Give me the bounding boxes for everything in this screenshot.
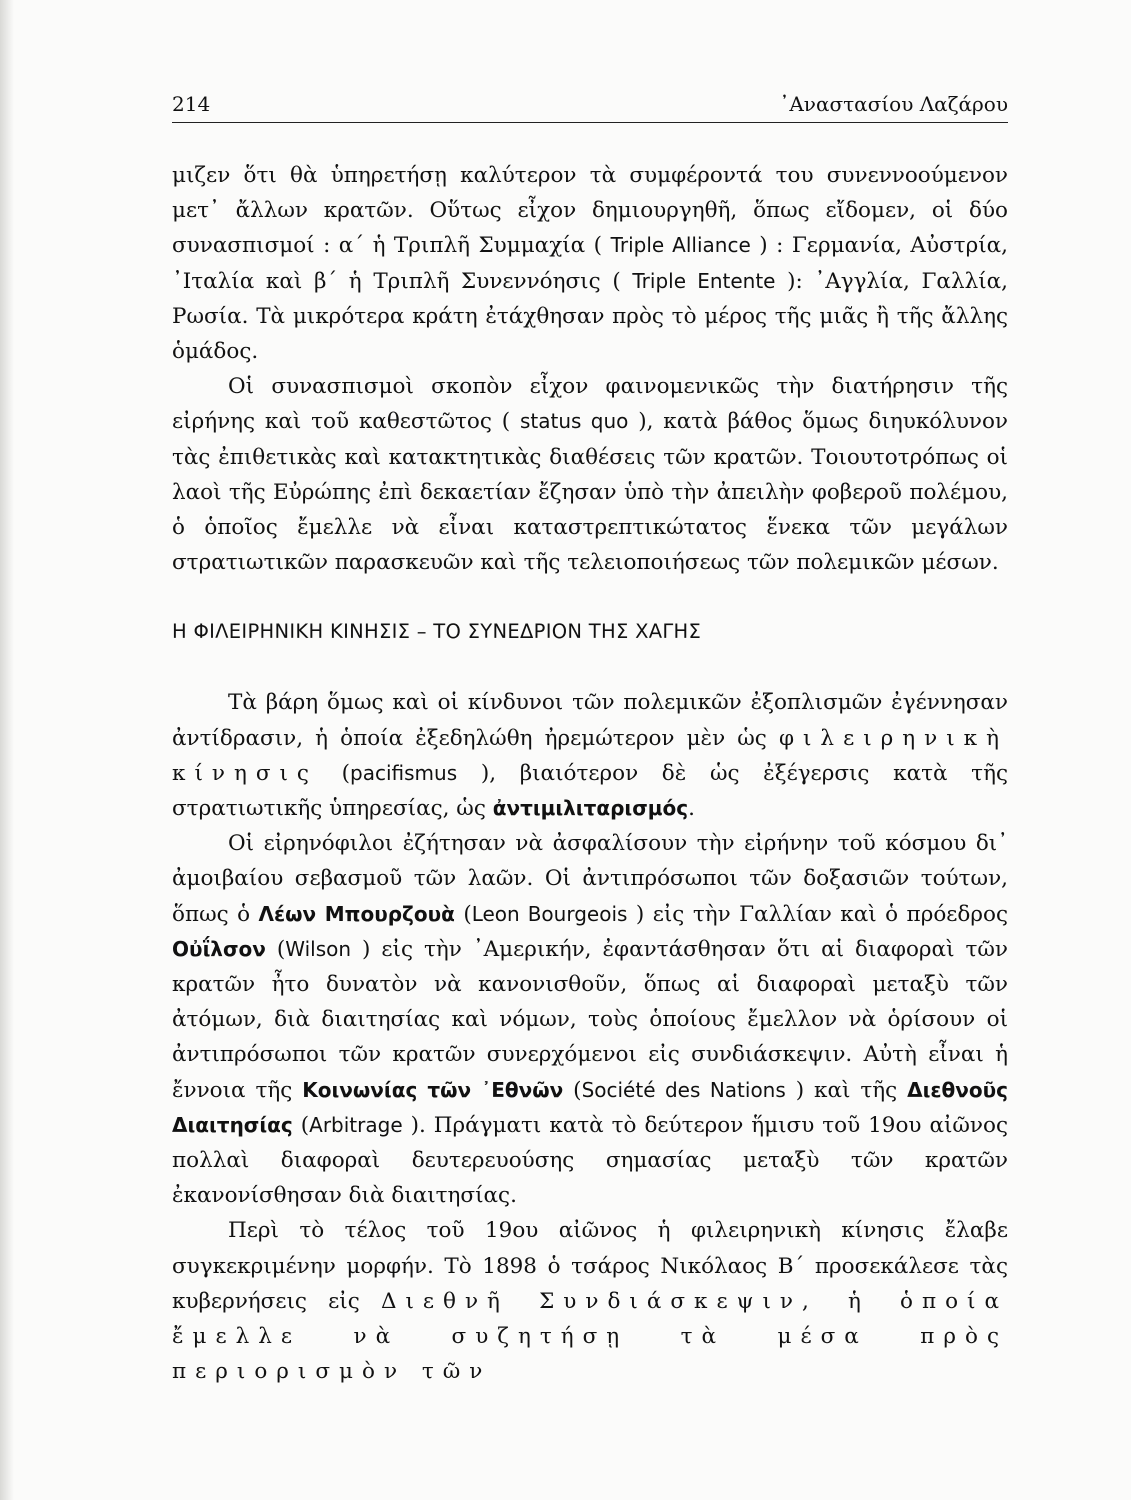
- text-run: ): ᾿Αγγλία, Γαλλία, Ρωσία. Τὰ μικρότερα κράτη ἐτάχθησαν πρὸς τὸ μέρος τῆς μιᾶς ἢ τῆς ἄλλης ὁμάδος.: [172, 268, 1008, 365]
- text-run: ), βιαιότερον δὲ ὡς ἐξέγερσις κατὰ τῆς στρατιωτικῆς ὑπηρεσίας, ὡς: [172, 760, 1008, 822]
- latin-term: Société des Nations: [581, 1077, 786, 1102]
- paragraph-2: [172, 369, 1008, 580]
- text-run: (: [300, 1112, 310, 1138]
- text-run: (: [276, 936, 286, 962]
- latin-term: pacifismus: [350, 760, 458, 785]
- bold-term: Διεθνοῦς Διαιτησίας: [172, 1077, 1008, 1137]
- bold-name: Οὐΐλσον: [172, 936, 266, 961]
- latin-term: Leon Bourgeois: [471, 901, 628, 926]
- text-run: μιζεν ὅτι θὰ ὑπηρετήσῃ καλύτερον τὰ συμφέροντά του συνεννοούμενον μετ᾿ ἄλλων κρατῶν. Οὕτως εἶχον δημιουργηθῆ, ὅπως εἴδομεν, οἱ δύο συνασπισμοί : α΄ ἡ Τριπλῆ Συμμαχία (: [172, 163, 1008, 259]
- latin-term: Triple Alliance: [610, 233, 751, 258]
- latin-term: Triple Entente: [632, 268, 776, 293]
- spaced-term: φιλειρηνικὴ κίνησις: [172, 725, 1008, 786]
- paragraph-4: [172, 826, 1008, 1213]
- paragraph-5: [172, 1213, 1008, 1389]
- text-run: (: [341, 760, 351, 786]
- text-run: ). Πράγματι κατὰ τὸ δεύτερον ἥμισυ τοῦ 19ου αἰῶνος πολλαὶ διαφοραὶ δευτερευούσης σημασίας μεταξὺ τῶν κρατῶν ἐκανονίσθησαν διὰ διαιτησίας.: [172, 1112, 1008, 1209]
- page-number: 214: [172, 92, 211, 116]
- latin-term: Arbitrage: [309, 1112, 403, 1137]
- text-run: (: [573, 1077, 582, 1103]
- text-run: ) καὶ τῆς: [795, 1077, 898, 1103]
- text-run: ), κατὰ βάθος ὅμως διηυκόλυνον τὰς ἐπιθετικὰς καὶ κατακτητικὰς διαθέσεις τῶν κρατῶν. Τοιουτοτρόπως οἱ λαοὶ τῆς Εὐρώπης ἐπὶ δεκαετίαν ἔζησαν ὑπὸ τὴν ἀπειλὴν φοβεροῦ πολέμου, ὁ ὁποῖος ἔμελλε νὰ εἶναι καταστρεπτικώτατος ἕνεκα τῶν μεγάλων στρατιωτικῶν παρασκευῶν καὶ τῆς τελειοποιήσεως τῶν πολεμικῶν μέσων.: [172, 409, 1009, 576]
- section-heading: Η ΦΙΛΕΙΡΗΝΙΚΗ ΚΙΝΗΣΙΣ – ΤΟ ΣΥΝΕΔΡΙΟΝ ΤΗΣ ΧΑΓΗΣ: [172, 620, 702, 644]
- bold-term: Κοινωνίας τῶν ᾿Εθνῶν: [302, 1077, 564, 1102]
- paragraph-1: [172, 158, 1008, 369]
- page-body: [172, 158, 1008, 1390]
- text-run: Οἱ συνασπισμοὶ σκοπὸν εἶχον φαινομενικῶς τὴν διατήρησιν τῆς εἰρήνης καὶ τοῦ καθεστῶτος (: [172, 374, 1008, 435]
- latin-term: Wilson: [285, 936, 352, 961]
- text-run: Τὰ βάρη ὅμως καὶ οἱ κίνδυνοι τῶν πολεμικῶν ἐξοπλισμῶν ἐγέννησαν ἀντίδρασιν, ἡ ὁποία ἐξεδηλώθη ἠρεμώτερον μὲν ὡς: [172, 690, 1008, 751]
- running-header: [172, 92, 1008, 123]
- text-run: ) εἰς τὴν Γαλλίαν καὶ ὁ πρόεδρος: [635, 901, 1008, 927]
- spaced-term: Διεθνῆ Συνδιάσκεψιν, ἡ ὁποία ἔμελλε νὰ συζητήσῃ τὰ μέσα πρὸς περιορισμὸν τῶν: [172, 1288, 1008, 1385]
- paragraph-3: [172, 685, 1008, 826]
- text-run: .: [688, 796, 695, 822]
- text-run: ) εἰς τὴν ᾿Αμερικήν, ἐφαντάσθησαν ὅτι αἱ διαφοραὶ τῶν κρατῶν ἦτο δυνατὸν νὰ κανονισθοῦν, ὅπως αἱ διαφοραὶ μεταξὺ τῶν ἀτόμων, διὰ διαιτησίας καὶ νόμων, τοὺς ὁποίους ἔμελλον νὰ ὁρίσουν οἱ ἀντιπρόσωποι τῶν κρατῶν συνερχόμενοι εἰς συνδιάσκεψιν. Αὐτὴ εἶναι ἡ ἔννοια τῆς: [172, 936, 1008, 1103]
- text-run: Οἱ εἰρηνόφιλοι ἐζήτησαν νὰ ἀσφαλίσουν τὴν εἰρήνην τοῦ κόσμου δι᾿ ἀμοιβαίου σεβασμοῦ τῶν λαῶν. Οἱ ἀντιπρόσωποι τῶν δοξασιῶν τούτων, ὅπως ὁ: [172, 831, 1008, 927]
- text-run: (: [463, 901, 472, 927]
- text-run: Περὶ τὸ τέλος τοῦ 19ου αἰῶνος ἡ φιλειρηνικὴ κίνησις ἔλαβε συγκεκριμένην μορφήν. Τὸ 1898 ὁ τσάρος Νικόλαος Β΄ προσεκάλεσε τὰς κυβερνήσεις εἰς: [172, 1218, 1008, 1314]
- latin-term: status quo: [519, 409, 629, 434]
- bold-name: Λέων Μπουρζουὰ: [258, 901, 455, 926]
- text-run: ) : Γερμανία, Αὐστρία, ᾿Ιταλία καὶ β΄ ἡ Τριπλῆ Συνεννόησις (: [172, 233, 1009, 294]
- bold-term: ἀντιμιλιταρισμός: [492, 796, 689, 821]
- running-title: ᾿Αναστασίου Λαζάρου: [779, 92, 1008, 116]
